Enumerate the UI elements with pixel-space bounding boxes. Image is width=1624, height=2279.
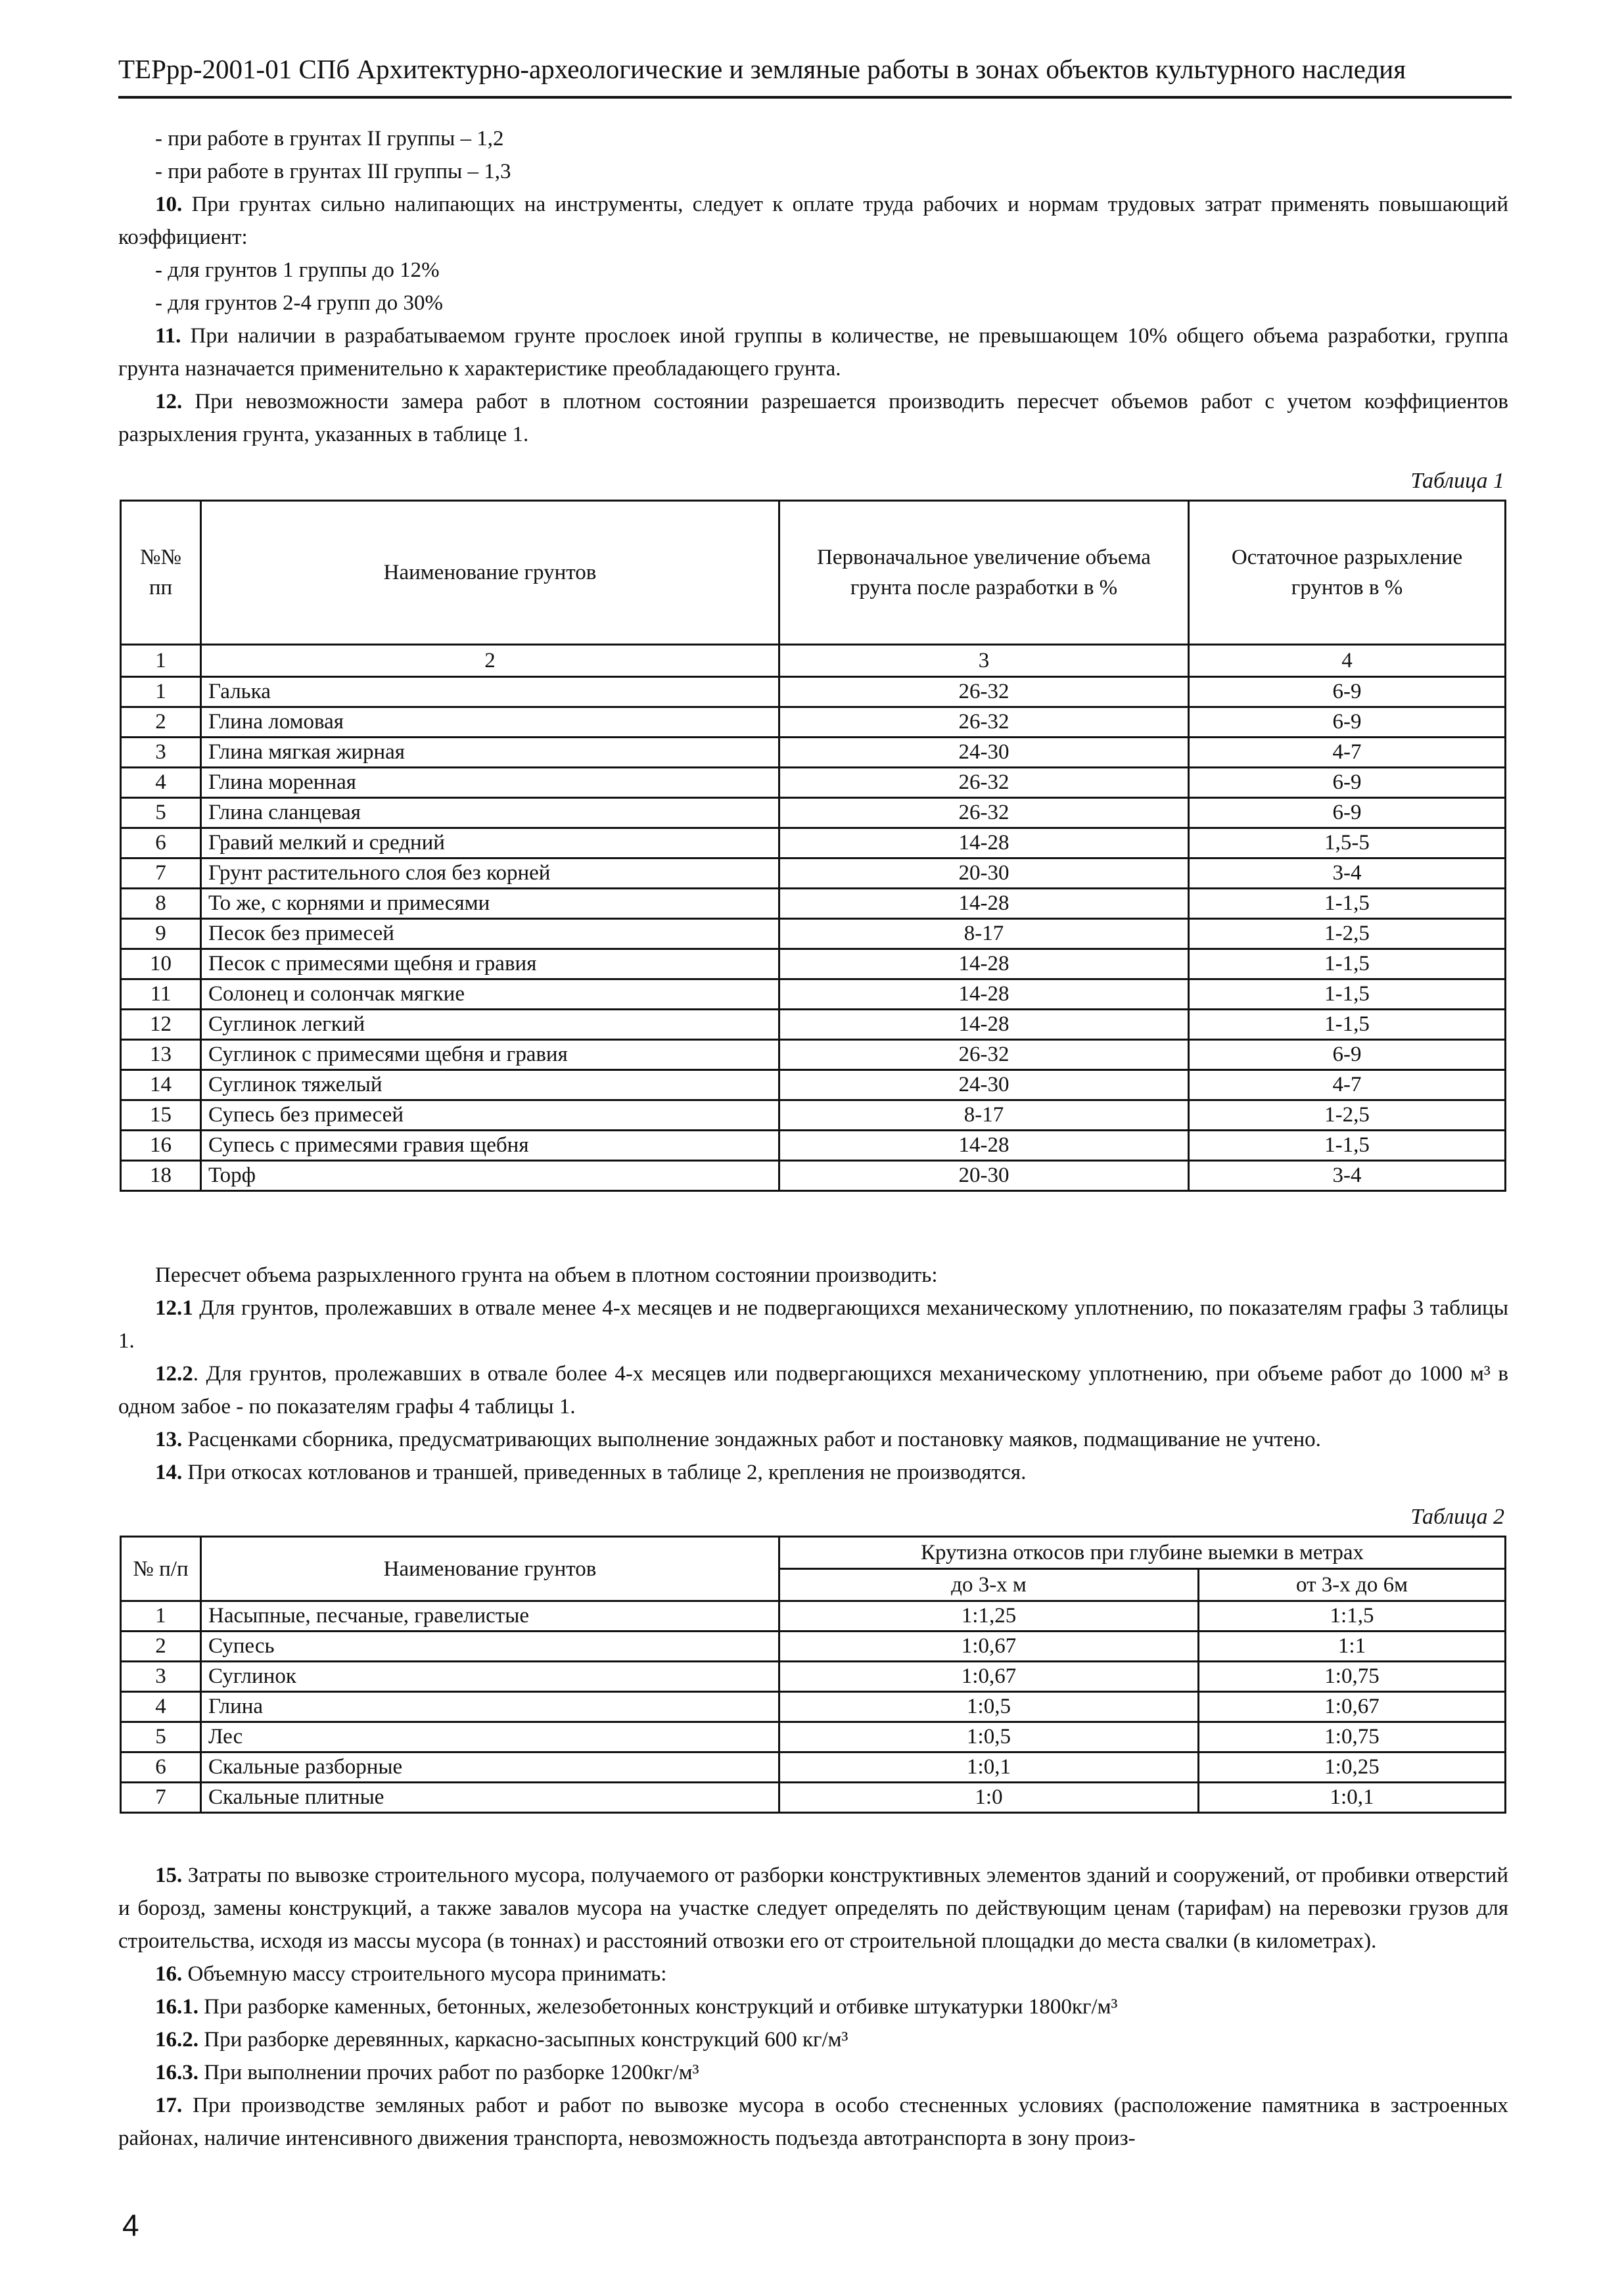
- cell-num: 12: [121, 1010, 201, 1040]
- intro-paragraph: [118, 319, 1508, 385]
- cell-soil-name: Песок с примесями щебня и гравия: [201, 949, 779, 979]
- intro-paragraph: [118, 287, 1508, 319]
- table-soil-loosening: [120, 500, 1506, 1192]
- table2-header-num: № п/п: [121, 1537, 201, 1601]
- cell-soil-name: Супесь: [201, 1632, 779, 1662]
- table1-colnum-1: 1: [121, 645, 201, 677]
- paragraph-text: При откосах котлованов и траншей, приведенных в таблице 2, крепления не производятся.: [182, 1461, 1027, 1484]
- cell-initial-increase: 26-32: [779, 768, 1189, 798]
- cell-initial-increase: 24-30: [779, 1070, 1189, 1100]
- page-number: 4: [122, 2208, 139, 2242]
- table1-header-name: Наименование грунтов: [201, 501, 779, 645]
- cell-slope-3to6: 1:1,5: [1199, 1601, 1506, 1632]
- cell-num: 10: [121, 949, 201, 979]
- cell-slope-upto3: 1:0,67: [779, 1662, 1199, 1692]
- table1-caption: Таблица 1: [1410, 469, 1504, 493]
- cell-initial-increase: 14-28: [779, 1010, 1189, 1040]
- intro-paragraph: [118, 122, 1508, 155]
- cell-soil-name: Суглинок тяжелый: [201, 1070, 779, 1100]
- cell-soil-name: Глина ломовая: [201, 707, 779, 738]
- cell-residual-loosening: 1,5-5: [1189, 828, 1506, 858]
- table-row: [121, 889, 1506, 919]
- cell-slope-upto3: 1:0: [779, 1783, 1199, 1813]
- table1-colnum-3: 3: [779, 645, 1189, 677]
- table-row: [121, 1662, 1506, 1692]
- cell-num: 13: [121, 1040, 201, 1070]
- paragraph-text: . Для грунтов, пролежавших в отвале более 4-х месяцев или подвергающихся механическому уплотнению, при объеме работ до 1000 м³ в одном забое - по показателям графы 4 таблицы 1.: [118, 1362, 1508, 1419]
- cell-slope-upto3: 1:0,5: [779, 1722, 1199, 1752]
- running-header: ТЕРрр-2001-01 СПб Архитектурно-археологические и земляные работы в зонах объектов культурного наследия: [118, 51, 1512, 99]
- table-row: [121, 798, 1506, 828]
- paragraph-text: При разборке деревянных, каркасно-засыпных конструкций 600 кг/м³: [198, 2028, 848, 2052]
- middle-paragraph: [118, 1423, 1508, 1456]
- table2-header-upto3: до 3-х м: [779, 1569, 1199, 1601]
- clause-number: 16.3.: [155, 2061, 198, 2084]
- cell-soil-name: Глина мягкая жирная: [201, 738, 779, 768]
- cell-num: 15: [121, 1100, 201, 1131]
- cell-num: 5: [121, 1722, 201, 1752]
- cell-num: 2: [121, 1632, 201, 1662]
- cell-initial-increase: 26-32: [779, 707, 1189, 738]
- cell-num: 7: [121, 1783, 201, 1813]
- paragraph-text: При наличии в разрабатываемом грунте прослоек иной группы в количестве, не превышающем 10% общего объема разработки, группа грунта назначается применительно к характеристике преобладающего грунта.: [118, 324, 1508, 381]
- bottom-paragraph: [118, 2056, 1508, 2089]
- cell-initial-increase: 8-17: [779, 919, 1189, 949]
- intro-paragraph: [118, 385, 1508, 451]
- cell-initial-increase: 14-28: [779, 1131, 1189, 1161]
- cell-residual-loosening: 6-9: [1189, 707, 1506, 738]
- table1-header-residual: Остаточное разрыхление грунтов в %: [1189, 501, 1506, 645]
- cell-initial-increase: 14-28: [779, 979, 1189, 1010]
- paragraph-text: Пересчет объема разрыхленного грунта на объем в плотном состоянии производить:: [155, 1263, 938, 1287]
- paragraph-text: Затраты по вывозке строительного мусора, получаемого от разборки конструктивных элементов зданий и сооружений, от пробивки отверстий и борозд, замены конструкций, а также завалов мусора на участке следует определять по действующим ценам (тарифам) на перевозки грузов для строительства, исходя из массы мусора (в тоннах) и расстояний отвозки его от строительной площадки до места свалки (в километрах).: [118, 1864, 1508, 1953]
- cell-initial-increase: 14-28: [779, 949, 1189, 979]
- cell-slope-3to6: 1:0,1: [1199, 1783, 1506, 1813]
- cell-slope-3to6: 1:0,75: [1199, 1662, 1506, 1692]
- table-row: [121, 1010, 1506, 1040]
- cell-soil-name: Гравий мелкий и средний: [201, 828, 779, 858]
- clause-number: 16.1.: [155, 1995, 198, 2019]
- cell-soil-name: Грунт растительного слоя без корней: [201, 858, 779, 889]
- intro-paragraph: [118, 254, 1508, 287]
- cell-residual-loosening: 4-7: [1189, 738, 1506, 768]
- cell-initial-increase: 8-17: [779, 1100, 1189, 1131]
- paragraph-text: - при работе в грунтах II группы – 1,2: [155, 127, 504, 151]
- cell-num: 8: [121, 889, 201, 919]
- cell-soil-name: Супесь с примесями гравия щебня: [201, 1131, 779, 1161]
- intro-paragraphs: [118, 122, 1508, 451]
- cell-num: 1: [121, 677, 201, 707]
- table-row: [121, 949, 1506, 979]
- cell-residual-loosening: 1-1,5: [1189, 1131, 1506, 1161]
- clause-number: 14.: [155, 1461, 183, 1484]
- cell-residual-loosening: 4-7: [1189, 1070, 1506, 1100]
- cell-initial-increase: 26-32: [779, 798, 1189, 828]
- cell-soil-name: Торф: [201, 1161, 779, 1191]
- cell-soil-name: Суглинок легкий: [201, 1010, 779, 1040]
- clause-number: 11.: [155, 324, 181, 348]
- middle-paragraph: [118, 1456, 1508, 1489]
- cell-slope-upto3: 1:0,67: [779, 1632, 1199, 1662]
- cell-initial-increase: 26-32: [779, 1040, 1189, 1070]
- clause-number: 10.: [155, 193, 183, 216]
- table-row: [121, 707, 1506, 738]
- table-row: [121, 1632, 1506, 1662]
- cell-soil-name: То же, с корнями и примесями: [201, 889, 779, 919]
- cell-soil-name: Супесь без примесей: [201, 1100, 779, 1131]
- cell-num: 18: [121, 1161, 201, 1191]
- cell-soil-name: Солонец и солончак мягкие: [201, 979, 779, 1010]
- cell-residual-loosening: 6-9: [1189, 677, 1506, 707]
- paragraph-text: При невозможности замера работ в плотном состоянии разрешается производить пересчет объемов работ с учетом коэффициентов разрыхления грунта, указанных в таблице 1.: [118, 390, 1508, 446]
- middle-paragraph: [118, 1259, 1508, 1292]
- cell-residual-loosening: 3-4: [1189, 1161, 1506, 1191]
- clause-number: 12.: [155, 390, 183, 413]
- paragraph-text: - для грунтов 1 группы до 12%: [155, 258, 440, 282]
- table-row: [121, 768, 1506, 798]
- clause-number: 12.1: [155, 1296, 193, 1320]
- cell-slope-3to6: 1:0,25: [1199, 1752, 1506, 1783]
- clause-number: 17.: [155, 2094, 183, 2117]
- cell-residual-loosening: 1-1,5: [1189, 1010, 1506, 1040]
- cell-soil-name: Песок без примесей: [201, 919, 779, 949]
- cell-initial-increase: 20-30: [779, 858, 1189, 889]
- table2-body: [121, 1601, 1506, 1813]
- cell-residual-loosening: 1-1,5: [1189, 979, 1506, 1010]
- paragraph-text: - при работе в грунтах III группы – 1,3: [155, 160, 511, 183]
- cell-residual-loosening: 6-9: [1189, 1040, 1506, 1070]
- table1-colnum-2: 2: [201, 645, 779, 677]
- table-row: [121, 858, 1506, 889]
- paragraph-text: При разборке каменных, бетонных, железобетонных конструкций и отбивке штукатурки 1800кг/м³: [198, 1995, 1118, 2019]
- paragraph-text: При грунтах сильно налипающих на инструменты, следует к оплате труда рабочих и нормам трудовых затрат применять повышающий коэффициент:: [118, 193, 1508, 249]
- clause-number: 12.2: [155, 1362, 193, 1386]
- cell-slope-3to6: 1:0,75: [1199, 1722, 1506, 1752]
- intro-paragraph: [118, 155, 1508, 188]
- table-row: [121, 677, 1506, 707]
- cell-slope-upto3: 1:0,1: [779, 1752, 1199, 1783]
- middle-paragraphs: [118, 1259, 1508, 1489]
- table-row: [121, 1692, 1506, 1722]
- table2-header-3to6: от 3-х до 6м: [1199, 1569, 1506, 1601]
- cell-num: 1: [121, 1601, 201, 1632]
- cell-initial-increase: 26-32: [779, 677, 1189, 707]
- cell-slope-3to6: 1:1: [1199, 1632, 1506, 1662]
- clause-number: 16.2.: [155, 2028, 198, 2052]
- cell-initial-increase: 14-28: [779, 889, 1189, 919]
- cell-num: 4: [121, 1692, 201, 1722]
- table-row: [121, 1601, 1506, 1632]
- table-row: [121, 919, 1506, 949]
- cell-num: 4: [121, 768, 201, 798]
- bottom-paragraph: [118, 1990, 1508, 2023]
- cell-residual-loosening: 1-1,5: [1189, 949, 1506, 979]
- cell-residual-loosening: 1-2,5: [1189, 1100, 1506, 1131]
- table-row: [121, 1131, 1506, 1161]
- cell-soil-name: Скальные разборные: [201, 1752, 779, 1783]
- cell-num: 3: [121, 738, 201, 768]
- table-row: [121, 1070, 1506, 1100]
- cell-num: 6: [121, 1752, 201, 1783]
- cell-num: 3: [121, 1662, 201, 1692]
- table1-header-num: №№ пп: [121, 501, 201, 645]
- cell-num: 14: [121, 1070, 201, 1100]
- cell-residual-loosening: 1-2,5: [1189, 919, 1506, 949]
- cell-initial-increase: 14-28: [779, 828, 1189, 858]
- table-row: [121, 1752, 1506, 1783]
- cell-num: 5: [121, 798, 201, 828]
- paragraph-text: При выполнении прочих работ по разборке 1200кг/м³: [198, 2061, 699, 2084]
- cell-residual-loosening: 1-1,5: [1189, 889, 1506, 919]
- cell-num: 6: [121, 828, 201, 858]
- cell-num: 11: [121, 979, 201, 1010]
- cell-initial-increase: 20-30: [779, 1161, 1189, 1191]
- clause-number: 13.: [155, 1428, 183, 1451]
- cell-num: 9: [121, 919, 201, 949]
- table-row: [121, 1722, 1506, 1752]
- cell-soil-name: Глина моренная: [201, 768, 779, 798]
- bottom-paragraph: [118, 1958, 1508, 1990]
- table-row: [121, 738, 1506, 768]
- cell-soil-name: Насыпные, песчаные, гравелистые: [201, 1601, 779, 1632]
- bottom-paragraph: [118, 2023, 1508, 2056]
- clause-number: 15.: [155, 1864, 183, 1887]
- table-row: [121, 1783, 1506, 1813]
- bottom-paragraph: [118, 2089, 1508, 2155]
- clause-number: 16.: [155, 1962, 183, 1986]
- table-row: [121, 828, 1506, 858]
- table-row: [121, 1040, 1506, 1070]
- cell-slope-upto3: 1:0,5: [779, 1692, 1199, 1722]
- middle-paragraph: [118, 1357, 1508, 1423]
- cell-soil-name: Суглинок: [201, 1662, 779, 1692]
- table2-header-group: Крутизна откосов при глубине выемки в метрах: [779, 1537, 1506, 1569]
- paragraph-text: При производстве земляных работ и работ по вывозке мусора в особо стесненных условиях (расположение памятника в застроенных районах, наличие интенсивного движения транспорта, невозможность подъезда автотранспорта в зону произ-: [118, 2094, 1508, 2150]
- cell-soil-name: Глина сланцевая: [201, 798, 779, 828]
- paragraph-text: Для грунтов, пролежавших в отвале менее 4-х месяцев и не подвергающихся механическому уплотнению, по показателям графы 3 таблицы 1.: [118, 1296, 1508, 1353]
- table1-header-initial: Первоначальное увеличение объема грунта после разработки в %: [779, 501, 1189, 645]
- middle-paragraph: [118, 1292, 1508, 1357]
- cell-num: 2: [121, 707, 201, 738]
- intro-paragraph: [118, 188, 1508, 254]
- table-slope-steepness: [120, 1536, 1506, 1814]
- cell-soil-name: Скальные плитные: [201, 1783, 779, 1813]
- cell-residual-loosening: 6-9: [1189, 768, 1506, 798]
- table1-colnum-4: 4: [1189, 645, 1506, 677]
- cell-soil-name: Галька: [201, 677, 779, 707]
- cell-soil-name: Глина: [201, 1692, 779, 1722]
- cell-num: 16: [121, 1131, 201, 1161]
- cell-soil-name: Лес: [201, 1722, 779, 1752]
- table2-caption: Таблица 2: [1410, 1505, 1504, 1529]
- paragraph-text: Расценками сборника, предусматривающих выполнение зондажных работ и постановку маяков, подмащивание не учтено.: [182, 1428, 1321, 1451]
- table-row: [121, 1161, 1506, 1191]
- cell-initial-increase: 24-30: [779, 738, 1189, 768]
- table-row: [121, 1100, 1506, 1131]
- paragraph-text: - для грунтов 2-4 групп до 30%: [155, 291, 443, 315]
- cell-residual-loosening: 6-9: [1189, 798, 1506, 828]
- cell-residual-loosening: 3-4: [1189, 858, 1506, 889]
- paragraph-text: Объемную массу строительного мусора принимать:: [182, 1962, 667, 1986]
- table1-body: [121, 677, 1506, 1191]
- cell-soil-name: Суглинок с примесями щебня и гравия: [201, 1040, 779, 1070]
- bottom-paragraphs: [118, 1859, 1508, 2155]
- table-row: [121, 979, 1506, 1010]
- table2-header-name: Наименование грунтов: [201, 1537, 779, 1601]
- cell-slope-3to6: 1:0,67: [1199, 1692, 1506, 1722]
- cell-slope-upto3: 1:1,25: [779, 1601, 1199, 1632]
- cell-num: 7: [121, 858, 201, 889]
- bottom-paragraph: [118, 1859, 1508, 1958]
